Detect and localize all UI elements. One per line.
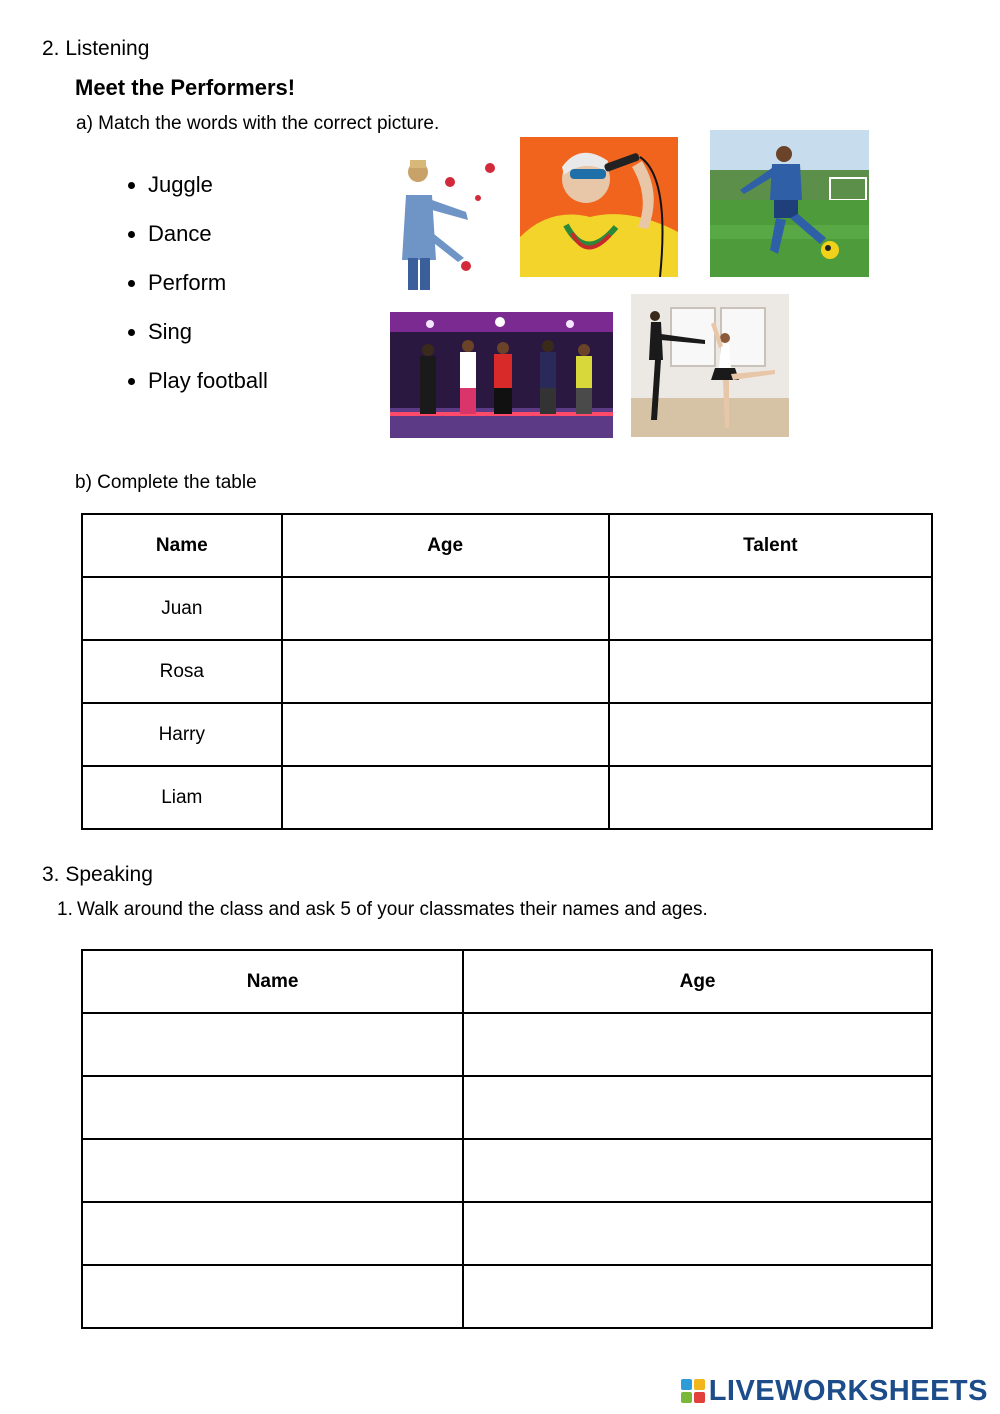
word-item: • Play football <box>148 362 268 411</box>
talent-answer-cell[interactable] <box>609 577 932 640</box>
name-answer-cell[interactable] <box>82 1265 463 1328</box>
talent-answer-cell[interactable] <box>609 766 932 829</box>
page-heading: Meet the Performers! <box>75 75 296 100</box>
table-row <box>82 1139 932 1202</box>
liveworksheets-logo[interactable] <box>681 1376 988 1406</box>
age-answer-cell[interactable] <box>463 1013 932 1076</box>
section-title-listening: 2. Listening <box>42 37 150 60</box>
speaking-instruction: Walk around the class and ask 5 of your classmates their names and ages. <box>77 899 708 920</box>
name-answer-cell[interactable] <box>82 1013 463 1076</box>
age-answer-cell[interactable] <box>463 1139 932 1202</box>
table-row <box>82 703 932 766</box>
table-row <box>82 766 932 829</box>
table-row <box>82 1265 932 1328</box>
table-row <box>82 577 932 640</box>
table-row <box>82 640 932 703</box>
header-talent: Talent <box>609 514 932 577</box>
name-answer-cell[interactable] <box>82 1202 463 1265</box>
football-picture <box>710 130 869 277</box>
section-title-speaking: 3. Speaking <box>42 863 153 886</box>
age-answer-cell[interactable] <box>282 766 609 829</box>
word-item: • Perform <box>148 264 268 313</box>
age-answer-cell[interactable] <box>282 577 609 640</box>
header-age: Age <box>463 950 932 1013</box>
performing-picture <box>390 312 613 438</box>
speaking-instruction-number: 1. <box>57 899 73 920</box>
name-cell: Liam <box>82 766 282 829</box>
word-item: • Sing <box>148 313 268 362</box>
table-row <box>82 1202 932 1265</box>
table-row <box>82 1076 932 1139</box>
talent-answer-cell[interactable] <box>609 640 932 703</box>
name-answer-cell[interactable] <box>82 1139 463 1202</box>
header-name: Name <box>82 950 463 1013</box>
word-list <box>108 166 268 411</box>
dancing-picture <box>631 294 789 437</box>
age-answer-cell[interactable] <box>463 1076 932 1139</box>
talent-table <box>81 513 933 830</box>
word-item: • Dance <box>148 215 268 264</box>
header-name: Name <box>82 514 282 577</box>
table-row <box>82 1013 932 1076</box>
age-answer-cell[interactable] <box>282 703 609 766</box>
juggling-picture <box>388 150 504 292</box>
classmates-table <box>81 949 933 1329</box>
word-item: • Juggle <box>148 166 268 215</box>
logo-mark-icon <box>681 1379 705 1403</box>
table-header-row <box>82 950 932 1013</box>
talent-answer-cell[interactable] <box>609 703 932 766</box>
name-cell: Harry <box>82 703 282 766</box>
age-answer-cell[interactable] <box>282 640 609 703</box>
table-header-row <box>82 514 932 577</box>
part-b-instruction: b) Complete the table <box>75 472 257 493</box>
logo-text: LIVEWORKSHEETS <box>708 1374 988 1407</box>
name-cell: Rosa <box>82 640 282 703</box>
name-answer-cell[interactable] <box>82 1076 463 1139</box>
age-answer-cell[interactable] <box>463 1265 932 1328</box>
age-answer-cell[interactable] <box>463 1202 932 1265</box>
header-age: Age <box>282 514 609 577</box>
name-cell: Juan <box>82 577 282 640</box>
part-a-instruction: a) Match the words with the correct picture. <box>76 113 440 134</box>
singing-picture <box>520 137 678 277</box>
